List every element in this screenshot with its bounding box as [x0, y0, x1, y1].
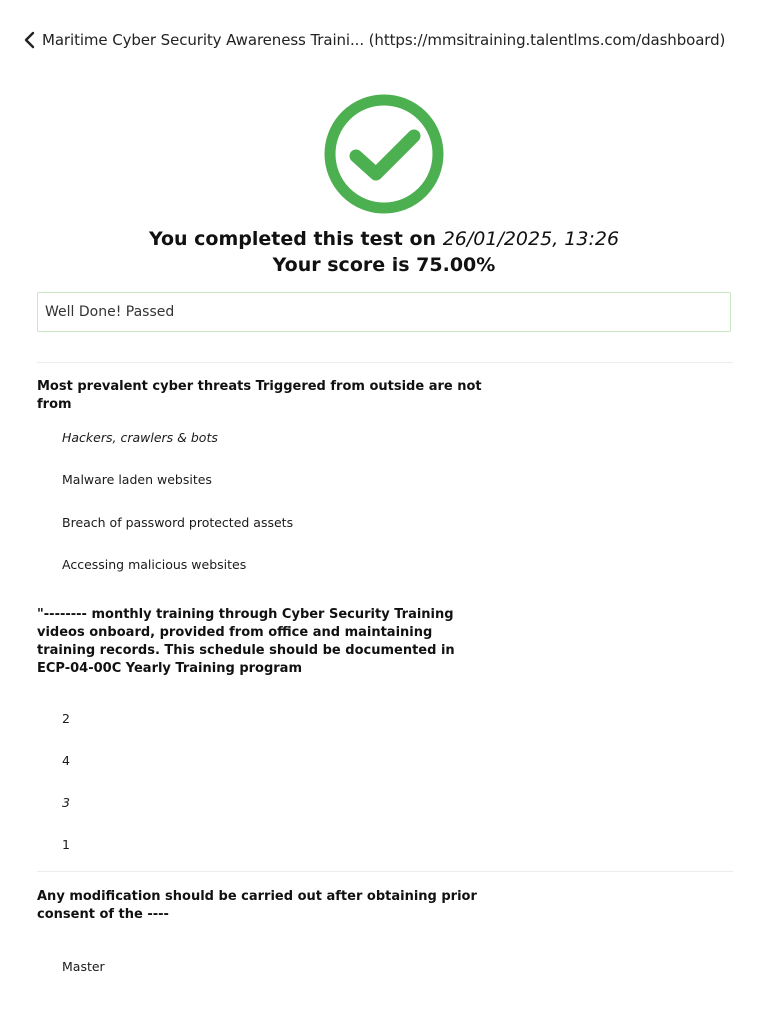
question-2-answer-2: 4	[62, 753, 70, 768]
question-2-answer-4: 1	[62, 837, 70, 852]
question-2-answer-3: 3	[62, 795, 70, 810]
question-1-answer-2: Malware laden websites	[62, 472, 212, 487]
result-message-box	[37, 292, 731, 332]
check-circle-icon	[322, 92, 446, 216]
question-2-text: "-------- monthly training through Cyber Security Training videos onboard, provided from office and maintaining training records. This schedule should be documented in ECP-04-00C Yearly Training program	[37, 607, 455, 676]
completion-prefix: You completed this test on	[148, 228, 437, 250]
back-to-course-link[interactable]	[22, 30, 725, 50]
question-1-answer-3: Breach of password protected assets	[62, 515, 294, 530]
result-message: Well Done! Passed	[45, 304, 175, 320]
question-2-answer-1: 2	[62, 711, 70, 726]
chevron-left-icon	[22, 30, 36, 50]
completion-date-text	[0, 228, 768, 250]
divider	[37, 871, 733, 872]
score-text: Your score is 75.00%	[272, 254, 496, 276]
question-1-answer-1: Hackers, crawlers & bots	[62, 430, 218, 445]
divider	[37, 362, 733, 363]
question-1-text: Most prevalent cyber threats Triggered from outside are not from	[37, 379, 482, 412]
completion-datetime: 26/01/2025, 13:26	[442, 228, 620, 250]
question-1-answer-4: Accessing malicious websites	[62, 557, 247, 572]
back-link-label: Maritime Cyber Security Awareness Traini... (https://mmsitraining.talentlms.com/dashboard)	[42, 31, 726, 49]
test-result-summary	[0, 92, 768, 276]
question-3-text: Any modification should be carried out after obtaining prior consent of the ----	[37, 889, 477, 922]
question-3-answer-1: Master	[62, 959, 105, 974]
top-bar	[0, 0, 768, 82]
